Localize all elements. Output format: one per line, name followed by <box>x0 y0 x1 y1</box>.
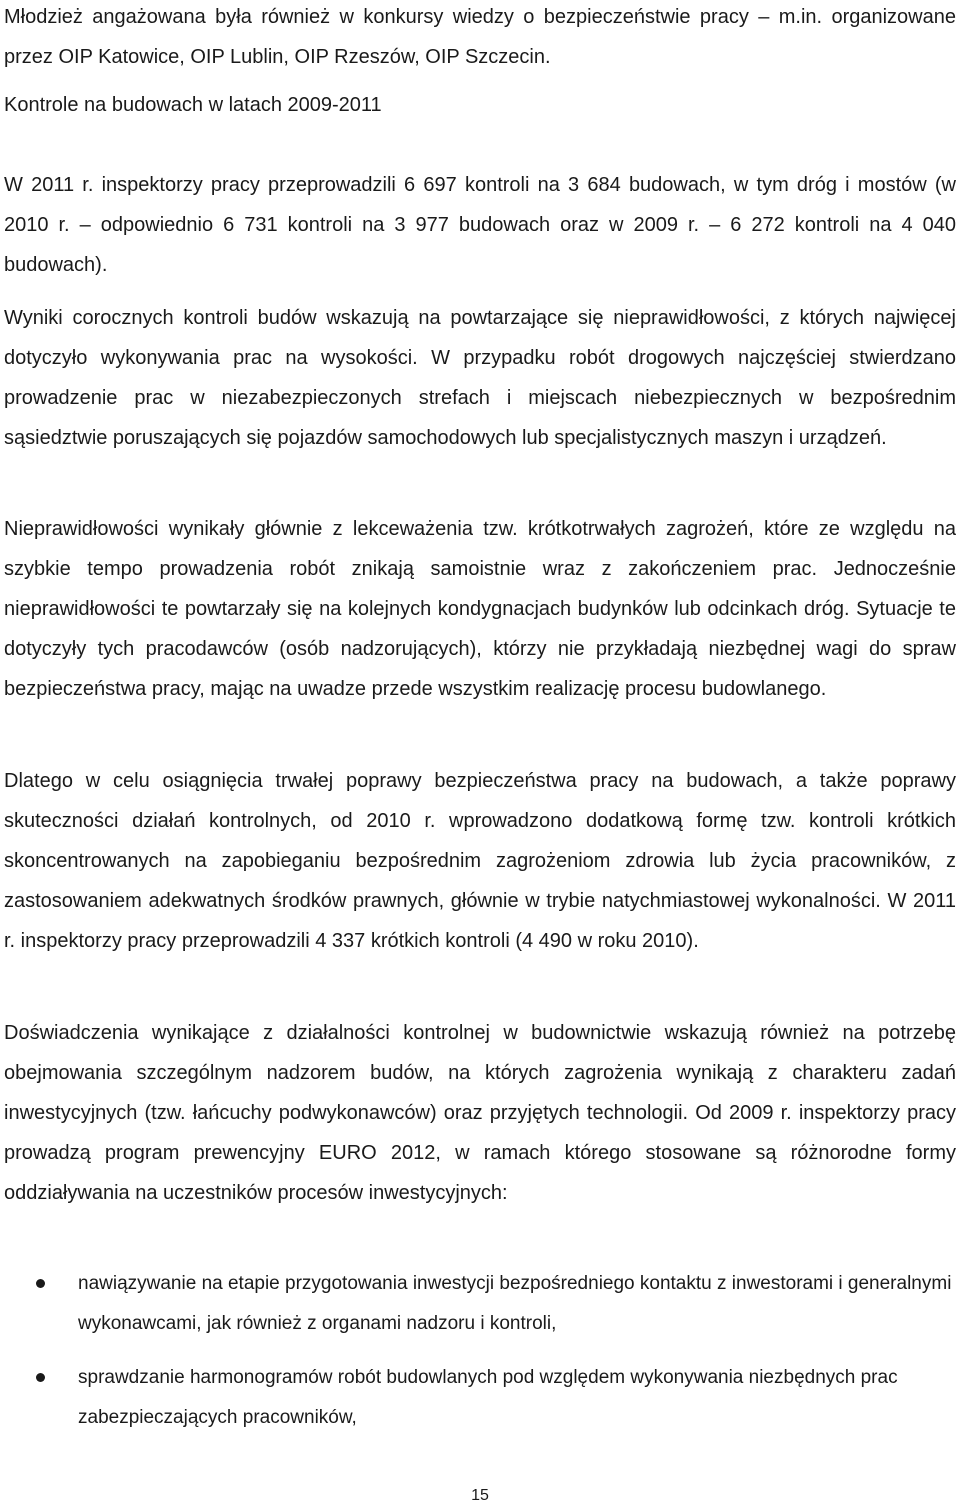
body-paragraph: Wyniki corocznych kontroli budów wskazują na powtarzające się nieprawidłowości, z których najwięcej dotyczyło wykonywania prac na wysokości. W przypadku robót drogowych najczęściej stwierdzano prowadzenie prac w niezabezpieczonych strefach i miejscach niebezpiecznych w bezpośrednim sąsiedztwie poruszających się pojazdów samochodowych lub specjalistycznych maszyn i urządzeń. <box>4 307 956 449</box>
bullet-icon <box>36 1279 45 1288</box>
body-paragraph: Doświadczenia wynikające z działalności kontrolnej w budownictwie wskazują również na potrzebę obejmowania szczególnym nadzorem budów, na których zagrożenia wynikają z charakteru zadań inwestycyjnych (tzw. łańcuchy podwykonawców) oraz przyjętych technologii. Od 2009 r. inspektorzy pracy prowadzą program prewencyjny EURO 2012, w ramach którego stosowane są różnorodne formy oddziaływania na uczestników procesów inwestycyjnych: <box>4 1022 956 1204</box>
list-item <box>4 1358 956 1438</box>
body-paragraph: Dlatego w celu osiągnięcia trwałej poprawy bezpieczeństwa pracy na budowach, a także poprawy skuteczności działań kontrolnych, od 2010 r. wprowadzono dodatkową formę tzw. kontroli krótkich skoncentrowanych na zapobieganiu bezpośrednim zagrożeniom zdrowia lub życia pracowników, z zastosowaniem adekwatnych środków prawnych, głównie w trybie natychmiastowej wykonalności. W 2011 r. inspektorzy pracy przeprowadzili 4 337 krótkich kontroli (4 490 w roku 2010). <box>4 770 956 952</box>
bullet-icon <box>36 1373 45 1382</box>
body-paragraph: Nieprawidłowości wynikały głównie z lekceważenia tzw. krótkotrwałych zagrożeń, które ze względu na szybkie tempo prowadzenia robót znikają samoistnie wraz z zakończeniem prac. Jednocześnie nieprawidłowości te powtarzały się na kolejnych kondygnacjach budynków lub odcinkach dróg. Sytuacje te dotyczyły tych pracodawców (osób nadzorujących), którzy nie przykładają niezbędnej wagi do spraw bezpieczeństwa pracy, mając na uwadze przede wszystkim realizację procesu budowlanego. <box>4 518 956 700</box>
intro-paragraph: Młodzież angażowana była również w konkursy wiedzy o bezpieczeństwie pracy – m.in. organizowane przez OIP Katowice, OIP Lublin, OIP Rzeszów, OIP Szczecin. <box>4 6 956 68</box>
list-item <box>4 1264 956 1344</box>
list-item-text: nawiązywanie na etapie przygotowania inwestycji bezpośredniego kontaktu z inwestorami i generalnymi wykonawcami, jak również z organami nadzoru i kontroli, <box>78 1273 952 1334</box>
page-number: 15 <box>471 1487 489 1504</box>
section-heading: Kontrole na budowach w latach 2009-2011 <box>4 94 382 116</box>
body-paragraph: W 2011 r. inspektorzy pracy przeprowadzili 6 697 kontroli na 3 684 budowach, w tym dróg i mostów (w 2010 r. – odpowiednio 6 731 kontroli na 3 977 budowach oraz w 2009 r. – 6 272 kontroli na 4 040 budowach). <box>4 174 956 276</box>
list-item-text: sprawdzanie harmonogramów robót budowlanych pod względem wykonywania niezbędnych prac zabezpieczających pracowników, <box>78 1367 898 1428</box>
bullet-list <box>4 1264 956 1452</box>
